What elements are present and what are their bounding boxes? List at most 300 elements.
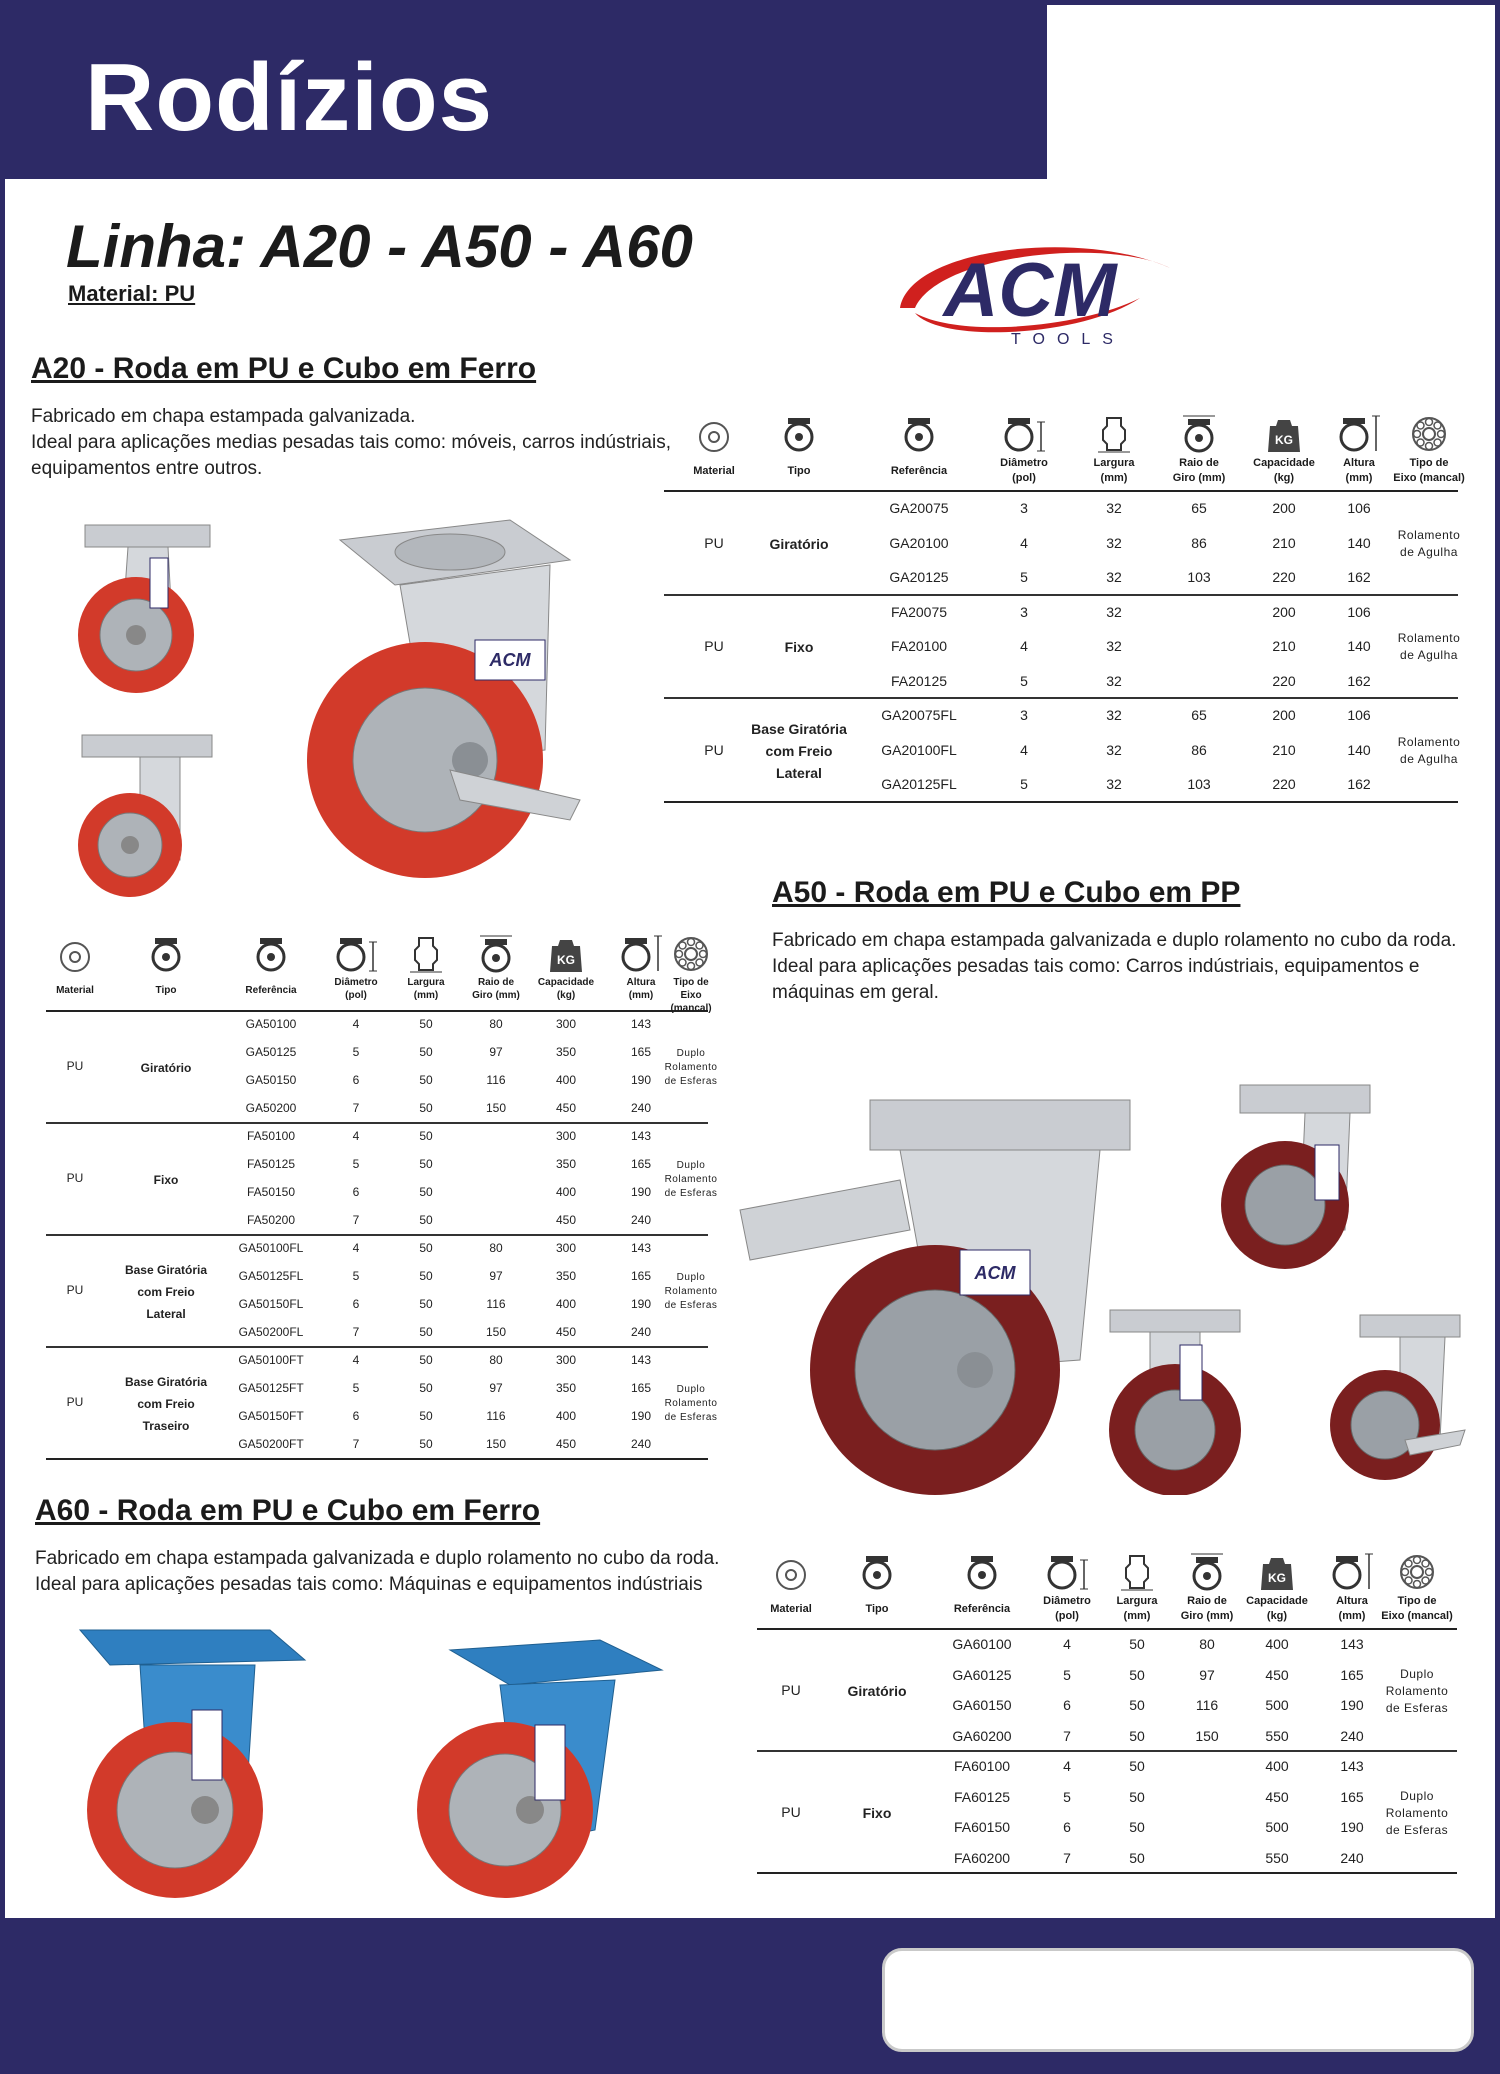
cell-tipo: Fixo [862, 1805, 892, 1821]
cell-referencia: GA50200 [245, 1101, 297, 1115]
cell-altura: 190 [630, 1409, 652, 1423]
cell-largura: 50 [419, 1017, 433, 1031]
cell-raio: 150 [485, 1437, 507, 1451]
cell-referencia: FA60150 [953, 1819, 1011, 1836]
cell-tipo: Base Giratória com Freio Lateral [751, 720, 847, 781]
cell-referencia: FA60125 [953, 1788, 1011, 1805]
cell-raio: 86 [1191, 534, 1207, 551]
cell-altura: 165 [630, 1269, 652, 1283]
cell-altura: 165 [630, 1045, 652, 1059]
cell-diametro: 5 [1020, 672, 1028, 689]
cell-capacidade: 450 [555, 1213, 577, 1227]
capacidade-icon [1237, 1542, 1317, 1592]
caster-photo-rear-brake-a50 [1330, 1310, 1470, 1490]
cell-capacidade: 300 [555, 1241, 577, 1255]
header-label: Largura (mm) [1116, 1595, 1158, 1622]
table-header [757, 1542, 1457, 1630]
header-capacidade [526, 924, 606, 1002]
cell-raio: 80 [1199, 1636, 1215, 1653]
cell-capacidade: 450 [555, 1325, 577, 1339]
cell-raio: 80 [489, 1353, 503, 1367]
cell-capacidade: 300 [555, 1129, 577, 1143]
cell-raio: 97 [1199, 1666, 1215, 1683]
cell-largura: 50 [419, 1129, 433, 1143]
table-group [46, 1348, 718, 1460]
a50-description [772, 928, 1456, 1006]
header-label: Capacidade (kg) [1246, 1595, 1308, 1622]
header-label: Referência [245, 985, 297, 996]
cell-capacidade: 200 [1272, 603, 1296, 620]
cell-altura: 165 [1340, 1666, 1364, 1683]
spec-table-a60 [757, 1542, 1457, 1874]
cell-material: PU [66, 1395, 84, 1409]
header-label: Tipo de Eixo (mancal) [1381, 1595, 1453, 1622]
header-label: Diâmetro (pol) [1043, 1595, 1091, 1622]
cell-diametro: 6 [352, 1297, 360, 1311]
a20-description [31, 404, 671, 482]
header-eixo [1377, 1542, 1457, 1624]
cell-material: PU [781, 1682, 801, 1698]
cell-diametro: 6 [352, 1073, 360, 1087]
cell-largura: 32 [1106, 603, 1122, 620]
cell-largura: 50 [419, 1185, 433, 1199]
cell-capacidade: 200 [1272, 707, 1296, 724]
cell-referencia: GA60200 [952, 1727, 1012, 1744]
cell-capacidade: 210 [1272, 638, 1296, 655]
table-group [46, 1236, 718, 1348]
header-referencia [864, 404, 974, 479]
cell-referencia: GA50200FT [238, 1437, 304, 1451]
caster-photo-fixed-a60 [70, 1620, 310, 1910]
cell-largura: 50 [1129, 1636, 1145, 1653]
cell-diametro: 7 [1063, 1849, 1071, 1866]
cell-altura: 240 [1340, 1849, 1364, 1866]
cell-capacidade: 450 [1265, 1788, 1289, 1805]
a20-desc-line: equipamentos entre outros. [31, 458, 263, 479]
spec-table-a20 [664, 404, 1465, 803]
largura-icon [396, 924, 456, 974]
cell-capacidade: 350 [555, 1381, 577, 1395]
cell-diametro: 4 [1063, 1758, 1071, 1775]
cell-diametro: 3 [1020, 707, 1028, 724]
cell-raio: 150 [1195, 1727, 1219, 1744]
cell-capacidade: 350 [555, 1045, 577, 1059]
cell-eixo: Duplo Rolamento de Esferas [664, 1272, 718, 1311]
cell-tipo: Base Giratória com Freio Lateral [124, 1263, 208, 1321]
cell-raio: 97 [489, 1381, 503, 1395]
cell-referencia: GA20125 [889, 569, 949, 586]
cell-altura: 143 [630, 1129, 652, 1143]
largura-icon [1107, 1542, 1167, 1592]
header-label: Raio de Giro (mm) [472, 977, 520, 1001]
cell-raio: 80 [489, 1241, 503, 1255]
cell-altura: 140 [1347, 638, 1371, 655]
cell-capacidade: 450 [1265, 1666, 1289, 1683]
svg-text:KG: KG [1268, 1571, 1286, 1585]
cell-largura: 50 [419, 1045, 433, 1059]
cell-referencia: FA50200 [246, 1213, 296, 1227]
cell-capacidade: 220 [1272, 672, 1296, 689]
cell-referencia: GA50200FL [238, 1325, 304, 1339]
cell-raio: 116 [486, 1297, 506, 1311]
cell-material: PU [66, 1171, 84, 1185]
cell-eixo: Duplo Rolamento de Esferas [664, 1160, 718, 1199]
header-eixo [661, 924, 721, 1015]
cell-referencia: GA20125FL [881, 776, 957, 793]
cell-altura: 240 [1340, 1727, 1364, 1744]
cell-largura: 50 [419, 1073, 433, 1087]
header-material [46, 924, 104, 997]
cell-largura: 32 [1106, 638, 1122, 655]
cell-capacidade: 450 [555, 1101, 577, 1115]
a60-desc-line: Fabricado em chapa estampada galvanizada e duplo rolamento no cubo da roda. [35, 1548, 720, 1569]
diametro-icon [1027, 1542, 1107, 1592]
cell-capacidade: 200 [1272, 500, 1296, 517]
caster-photo-brake-a20 [300, 510, 590, 890]
cell-largura: 50 [419, 1269, 433, 1283]
cell-raio: 150 [485, 1325, 507, 1339]
cell-raio: 116 [486, 1409, 506, 1423]
spec-table-a50 [46, 924, 718, 1460]
footer-contact-box [882, 1948, 1474, 2052]
header-eixo [1384, 404, 1474, 486]
header-banner [5, 5, 1047, 179]
cell-capacidade: 300 [555, 1017, 577, 1031]
cell-diametro: 5 [352, 1381, 360, 1395]
table-header [664, 404, 1465, 492]
header-label: Altura (mm) [1336, 1595, 1368, 1622]
cell-raio: 65 [1191, 500, 1207, 517]
cell-material: PU [704, 741, 724, 758]
cell-raio: 103 [1187, 776, 1211, 793]
cell-altura: 162 [1347, 672, 1371, 689]
header-largura [396, 924, 456, 1002]
cell-raio: 103 [1187, 569, 1211, 586]
eixo-icon [661, 924, 721, 974]
cell-referencia: GA50125FL [238, 1269, 304, 1283]
cell-referencia: GA50125FT [238, 1381, 304, 1395]
cell-tipo: Giratório [140, 1061, 192, 1075]
cell-diametro: 5 [352, 1269, 360, 1283]
cell-tipo: Giratório [769, 535, 829, 552]
header-tipo [749, 404, 849, 479]
cell-diametro: 7 [352, 1101, 360, 1115]
cell-raio: 80 [489, 1017, 503, 1031]
table-group [46, 1012, 718, 1124]
diametro-icon [974, 404, 1074, 454]
header-label: Capacidade (kg) [537, 977, 595, 1001]
header-label: Diâmetro (pol) [334, 977, 378, 1001]
cell-diametro: 6 [1063, 1819, 1071, 1836]
cell-largura: 32 [1106, 672, 1122, 689]
cell-referencia: GA50150 [245, 1073, 297, 1087]
a60-description [35, 1546, 719, 1598]
cell-capacidade: 300 [555, 1353, 577, 1367]
cell-capacidade: 400 [1265, 1758, 1289, 1775]
header-diametro [316, 924, 396, 1002]
header-raio [1167, 1542, 1247, 1624]
svg-text:KG: KG [1275, 433, 1293, 447]
svg-text:KG: KG [557, 953, 575, 967]
cell-largura: 50 [1129, 1819, 1145, 1836]
cell-altura: 190 [630, 1297, 652, 1311]
cell-referencia: GA50100FT [238, 1353, 304, 1367]
a50-title: A50 - Roda em PU e Cubo em PP [772, 876, 1241, 909]
cell-diametro: 4 [1020, 741, 1028, 758]
header-raio [456, 924, 536, 1002]
header-label: Material [56, 985, 94, 996]
caster-photo-swivel-a20 [70, 730, 220, 900]
a50-desc-line: Ideal para aplicações pesadas tais como: Carros indústriais, equipamentos e [772, 956, 1420, 977]
header-label: Tipo [787, 465, 811, 477]
cell-tipo: Base Giratória com Freio Traseiro [124, 1375, 208, 1433]
material-icon [757, 1542, 825, 1592]
cell-referencia: GA50100FL [238, 1241, 304, 1255]
cell-largura: 50 [419, 1353, 433, 1367]
a50-desc-line: máquinas em geral. [772, 982, 939, 1003]
cell-diametro: 7 [352, 1325, 360, 1339]
cell-raio: 86 [1191, 741, 1207, 758]
header-diametro [974, 404, 1074, 486]
cell-largura: 32 [1106, 569, 1122, 586]
cell-referencia: FA20075 [890, 603, 948, 620]
cell-diametro: 5 [1063, 1788, 1071, 1805]
cell-referencia: GA60125 [952, 1666, 1012, 1683]
cell-altura: 106 [1347, 707, 1371, 724]
cell-referencia: GA20075FL [881, 707, 957, 724]
header-label: Raio de Giro (mm) [1172, 457, 1226, 484]
cell-referencia: GA50150FT [238, 1409, 304, 1423]
cell-largura: 50 [419, 1437, 433, 1451]
svg-text:ACM: ACM [974, 1263, 1016, 1283]
cell-capacidade: 350 [555, 1157, 577, 1171]
cell-largura: 32 [1106, 534, 1122, 551]
line-title: Linha: A20 - A50 - A60 [66, 213, 693, 280]
cell-altura: 143 [1340, 1758, 1364, 1775]
table-group [664, 596, 1461, 700]
cell-largura: 50 [419, 1241, 433, 1255]
cell-referencia: GA60100 [952, 1636, 1012, 1653]
cell-diametro: 5 [1063, 1666, 1071, 1683]
cell-referencia: GA50150FL [238, 1297, 304, 1311]
cell-largura: 50 [419, 1297, 433, 1311]
cell-diametro: 7 [352, 1437, 360, 1451]
cell-diametro: 4 [1063, 1636, 1071, 1653]
cell-raio: 116 [1195, 1697, 1219, 1714]
cell-diametro: 4 [352, 1241, 360, 1255]
cell-largura: 50 [419, 1101, 433, 1115]
cell-diametro: 7 [352, 1213, 360, 1227]
header-label: Largura (mm) [1093, 457, 1135, 484]
a50-desc-line: Fabricado em chapa estampada galvanizada e duplo rolamento no cubo da roda. [772, 930, 1457, 951]
material-icon [46, 924, 104, 974]
cell-altura: 106 [1347, 500, 1371, 517]
header-label: Referência [890, 465, 948, 477]
cell-altura: 140 [1347, 534, 1371, 551]
cell-largura: 32 [1106, 500, 1122, 517]
cell-largura: 32 [1106, 741, 1122, 758]
cell-largura: 50 [419, 1213, 433, 1227]
cell-referencia: GA20100FL [881, 741, 957, 758]
caster-photo-swivel-a50 [1100, 1305, 1250, 1495]
cell-altura: 143 [1340, 1636, 1364, 1653]
cell-diametro: 4 [352, 1353, 360, 1367]
a60-title: A60 - Roda em PU e Cubo em Ferro [35, 1494, 541, 1527]
header-largura [1107, 1542, 1167, 1624]
cell-referencia: GA20075 [889, 500, 949, 517]
cell-eixo: Duplo Rolamento de Esferas [1385, 1666, 1449, 1715]
cell-altura: 190 [630, 1073, 652, 1087]
caster-photo-swivel-a60 [400, 1630, 670, 1900]
cell-capacidade: 210 [1272, 741, 1296, 758]
cell-capacidade: 500 [1265, 1697, 1289, 1714]
cell-referencia: FA20100 [890, 638, 948, 655]
cell-eixo: Rolamento de Agulha [1397, 527, 1461, 559]
cell-capacidade: 450 [555, 1437, 577, 1451]
a20-desc-line: Fabricado em chapa estampada galvanizada. [31, 406, 416, 427]
header-label: Tipo [865, 1603, 889, 1615]
cell-referencia: FA50150 [246, 1185, 296, 1199]
cell-referencia: GA50125 [245, 1045, 297, 1059]
table-group [664, 699, 1461, 803]
cell-altura: 240 [630, 1101, 652, 1115]
cell-altura: 165 [630, 1157, 652, 1171]
eixo-icon [1377, 1542, 1457, 1592]
cell-referencia: FA50125 [246, 1157, 296, 1171]
cell-diametro: 4 [1020, 638, 1028, 655]
raio-icon [1167, 1542, 1247, 1592]
diametro-icon [316, 924, 396, 974]
page-title: Rodízios [85, 44, 493, 151]
header-label: Tipo de Eixo (mancal) [1393, 457, 1465, 484]
cell-largura: 50 [1129, 1849, 1145, 1866]
cell-capacidade: 210 [1272, 534, 1296, 551]
cell-material: PU [704, 534, 724, 551]
cell-capacidade: 550 [1265, 1849, 1289, 1866]
material-label: Material: PU [68, 281, 196, 306]
table-group [46, 1124, 718, 1236]
cell-diametro: 5 [352, 1045, 360, 1059]
cell-eixo: Rolamento de Agulha [1397, 631, 1461, 663]
cell-raio: 65 [1191, 707, 1207, 724]
cell-altura: 240 [630, 1325, 652, 1339]
cell-largura: 50 [1129, 1758, 1145, 1775]
cell-capacidade: 400 [1265, 1636, 1289, 1653]
caster-photo-brake-a50 [720, 1080, 1140, 1500]
cell-largura: 50 [1129, 1697, 1145, 1714]
cell-altura: 190 [630, 1185, 652, 1199]
cell-diametro: 6 [352, 1409, 360, 1423]
cell-altura: 165 [630, 1381, 652, 1395]
header-label: Capacidade (kg) [1253, 457, 1315, 484]
cell-capacidade: 500 [1265, 1819, 1289, 1836]
tipo-icon [749, 404, 849, 454]
cell-diametro: 4 [352, 1017, 360, 1031]
header-label: Referência [953, 1603, 1011, 1615]
cell-referencia: FA20125 [890, 672, 948, 689]
cell-diametro: 5 [1020, 569, 1028, 586]
a20-title: A20 - Roda em PU e Cubo em Ferro [31, 352, 537, 385]
header-label: Largura (mm) [407, 977, 445, 1001]
cell-largura: 50 [1129, 1666, 1145, 1683]
header-material [757, 1542, 825, 1617]
cell-eixo: Duplo Rolamento de Esferas [664, 1384, 718, 1423]
cell-raio: 97 [489, 1045, 503, 1059]
cell-largura: 50 [419, 1409, 433, 1423]
a60-desc-line: Ideal para aplicações pesadas tais como: Máquinas e equipamentos indústriais [35, 1574, 703, 1595]
cell-capacidade: 400 [555, 1185, 577, 1199]
cell-capacidade: 220 [1272, 776, 1296, 793]
header-capacidade [1237, 1542, 1317, 1624]
cell-altura: 190 [1340, 1697, 1364, 1714]
table-group [664, 492, 1461, 596]
a20-desc-line: Ideal para aplicações medias pesadas tais como: móveis, carros indústriais, [31, 432, 671, 453]
cell-material: PU [66, 1059, 84, 1073]
header-label: Altura (mm) [1343, 457, 1375, 484]
cell-diametro: 7 [1063, 1727, 1071, 1744]
header-label: Altura (mm) [626, 977, 656, 1001]
caster-photo-fixed-a50 [1210, 1080, 1380, 1275]
cell-referencia: FA60100 [953, 1758, 1011, 1775]
cell-capacidade: 400 [555, 1297, 577, 1311]
cell-diametro: 5 [352, 1157, 360, 1171]
cell-diametro: 5 [1020, 776, 1028, 793]
cell-largura: 50 [419, 1325, 433, 1339]
cell-eixo: Duplo Rolamento de Esferas [1385, 1788, 1449, 1837]
cell-material: PU [704, 638, 724, 655]
cell-raio: 116 [486, 1073, 506, 1087]
header-label: Material [770, 1603, 812, 1615]
cell-referencia: GA50100 [245, 1017, 297, 1031]
header-label: Diâmetro (pol) [1000, 457, 1048, 484]
cell-largura: 50 [419, 1157, 433, 1171]
cell-referencia: FA60200 [953, 1849, 1011, 1866]
cell-diametro: 4 [1020, 534, 1028, 551]
cell-raio: 150 [485, 1101, 507, 1115]
cell-diametro: 6 [1063, 1697, 1071, 1714]
cell-altura: 140 [1347, 741, 1371, 758]
header-label: Material [693, 465, 735, 477]
cell-referencia: FA50100 [246, 1129, 296, 1143]
cell-altura: 106 [1347, 603, 1371, 620]
svg-text:ACM: ACM [489, 650, 531, 670]
cell-diametro: 6 [352, 1185, 360, 1199]
logo-brand: ACM [943, 248, 1117, 333]
cell-capacidade: 400 [555, 1073, 577, 1087]
referencia-icon [864, 404, 974, 454]
cell-capacidade: 550 [1265, 1727, 1289, 1744]
header-label: Tipo [155, 985, 177, 996]
cell-diametro: 3 [1020, 500, 1028, 517]
cell-altura: 240 [630, 1437, 652, 1451]
cell-largura: 32 [1106, 776, 1122, 793]
cell-largura: 50 [1129, 1788, 1145, 1805]
cell-altura: 190 [1340, 1819, 1364, 1836]
acm-logo [880, 228, 1180, 358]
cell-altura: 165 [1340, 1788, 1364, 1805]
cell-altura: 162 [1347, 776, 1371, 793]
cell-capacidade: 350 [555, 1269, 577, 1283]
cell-tipo: Fixo [153, 1173, 179, 1187]
cell-capacidade: 400 [555, 1409, 577, 1423]
cell-altura: 143 [630, 1353, 652, 1367]
logo-sub: TOOLS [1011, 331, 1125, 348]
header-diametro [1027, 1542, 1107, 1624]
cell-referencia: GA60150 [952, 1697, 1012, 1714]
cell-largura: 50 [419, 1381, 433, 1395]
cell-referencia: GA20100 [889, 534, 949, 551]
header-label: Tipo de Eixo (mancal) [670, 977, 712, 1014]
